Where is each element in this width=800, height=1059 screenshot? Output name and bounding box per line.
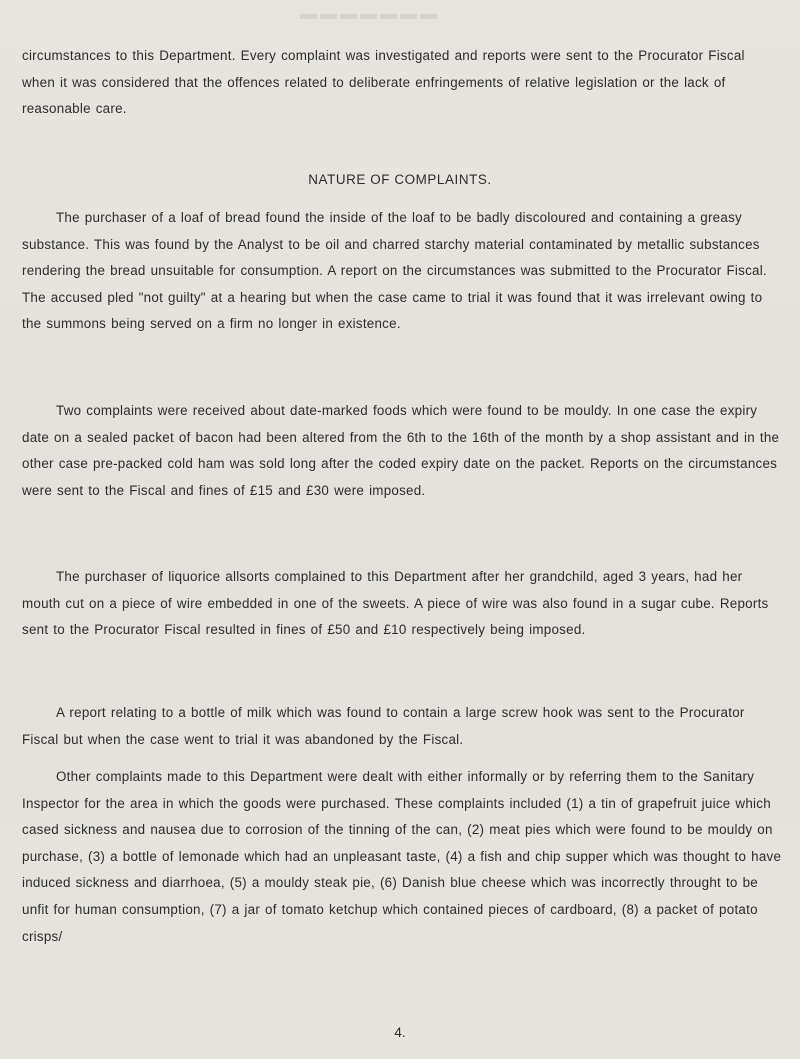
paragraph-date-marked-foods: Two complaints were received about date-marked foods which were found to be mouldy. In one case the expiry date on a sealed packet of bacon had been altered from the 6th to the 16th of the month by a shop assistant and in the other case pre-packed cold ham was sold long after the coded expiry date on the packet. Reports on the circumstances were sent to the Fiscal and fines of £15 and £30 were imposed. xyxy=(22,403,780,498)
text-block-top xyxy=(22,43,782,123)
section-heading: NATURE OF COMPLAINTS. xyxy=(308,172,492,187)
paragraph-1-block xyxy=(22,205,782,338)
page-number: 4. xyxy=(394,1025,406,1040)
bleed-through-ghost: ▬▬▬▬▬▬▬ xyxy=(300,4,440,23)
paragraph-liquorice-complaint: The purchaser of liquorice allsorts complained to this Department after her grandchild, aged 3 years, had her mouth cut on a piece of wire embedded in one of the sweets. A piece of wire was also found in a sugar cube. Reports sent to the Procurator Fiscal resulted in fines of £50 and £10 respectively being imposed. xyxy=(22,569,769,638)
paragraph-5-block xyxy=(22,764,782,950)
paragraph-milk-complaint: A report relating to a bottle of milk which was found to contain a large screw hook was sent to the Procurator Fiscal but when the case went to trial it was abandoned by the Fiscal. xyxy=(22,705,745,747)
paragraph-other-complaints: Other complaints made to this Department were dealt with either informally or by referring them to the Sanitary Inspector for the area in which the goods were purchased. These complaints included (1) a tin of grapefruit juice which cased sickness and nausea due to corrosion of the tinning of the can, (2) meat pies which were found to be mouldy on purchase, (3) a bottle of lemonade which had an unpleasant taste, (4) a fish and chip supper which was thought to have induced sickness and diarrhoea, (5) a mouldy steak pie, (6) Danish blue cheese which was incorrectly throught to be unfit for human consumption, (7) a jar of tomato ketchup which contained pieces of cardboard, (8) a packet of potato crisps/ xyxy=(22,769,782,944)
paragraph-bread-complaint: The purchaser of a loaf of bread found the inside of the loaf to be badly discoloured and containing a greasy substance. This was found by the Analyst to be oil and charred starchy material contaminated by metallic substances rendering the bread unsuitable for consumption. A report on the circumstances was submitted to the Procurator Fiscal. The accused pled "not guilty" at a hearing but when the case came to trial it was found that it was irrelevant owing to the summons being served on a firm no longer in existence. xyxy=(22,210,767,332)
paragraph-3-block xyxy=(22,564,782,644)
intro-paragraph: circumstances to this Department. Every complaint was investigated and reports were sent to the Procurator Fiscal when it was considered that the offences related to deliberate enfringements of relative legislation or the lack of reasonable care. xyxy=(22,48,745,117)
paragraph-2-block xyxy=(22,398,782,504)
paragraph-4-block xyxy=(22,700,782,753)
